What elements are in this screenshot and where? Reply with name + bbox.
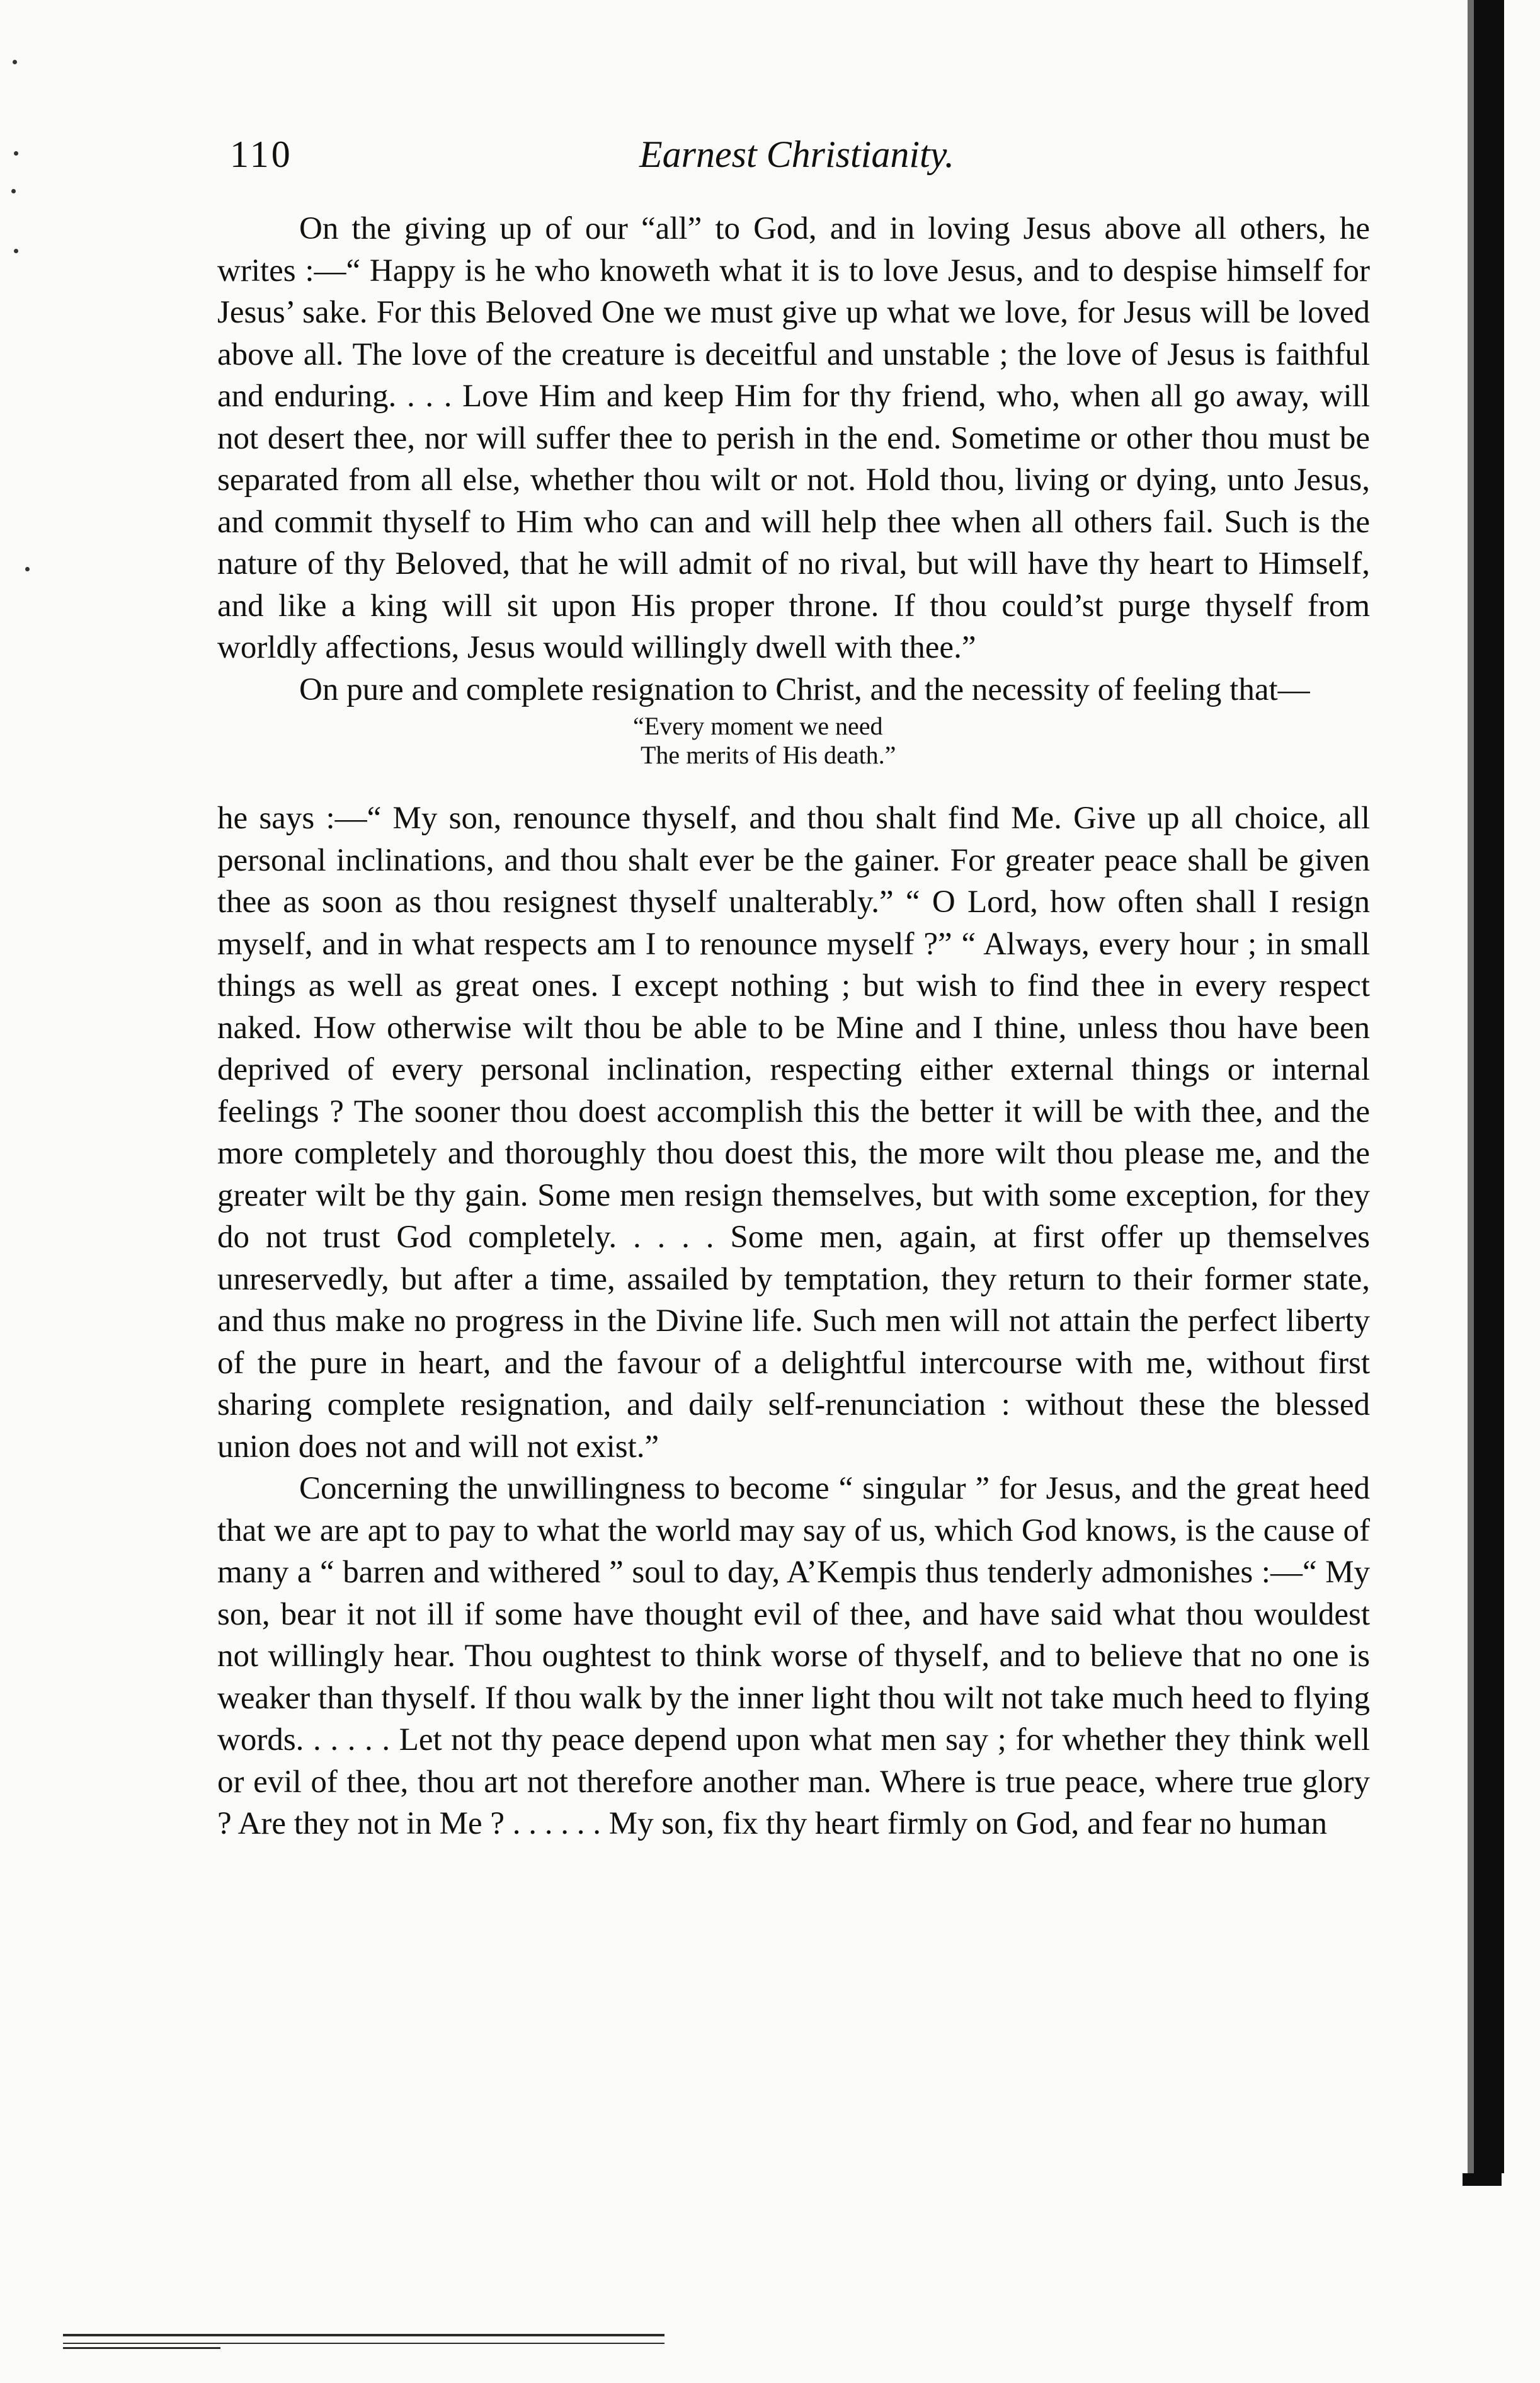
verse-line-2: The merits of His death.” — [641, 741, 896, 769]
paragraph-4: Concerning the unwillingness to become “ singular ” for Jesus, and the great heed that we are apt to pay to what the world may say of us, which God knows, is the cause of many a “ barren and withered ” soul to day, A’Kempis thus tenderly admonishes :—“ My son, bear it not ill if some have thought evil of thee, and have said what thou wouldest not willingly hear. Thou oughtest to think worse of thyself, and to believe that no one is weaker than thyself. If thou walk by the inner light thou wilt not take much heed to flying words. . . . . . Let not thy peace depend upon what men say ; for whether they think well or evil of thee, thou art not therefore another man. Where is true peace, where true glory ? Are they not in Me ? . . . . . . My son, fix thy heart firmly on God, and fear no human — [217, 1471, 1370, 1841]
margin-speck — [14, 249, 18, 253]
paragraph-2: On pure and complete resignation to Christ, and the necessity of feeling that— — [299, 671, 1310, 707]
margin-speck — [14, 151, 18, 156]
margin-speck — [13, 60, 17, 64]
binding-edge-tip — [1463, 2173, 1502, 2186]
paragraph-3: he says :—“ My son, renounce thyself, and thou shalt find Me. Give up all choice, all personal inclinations, and thou shalt ever be the gainer. For greater peace shall be given thee as soon as thou resignest thyself unalterably.” “ O Lord, how often shall I resign myself, and in what respects am I to renounce myself ?” “ Always, every hour ; in small things as well as great ones. I except nothing ; but wish to find thee in every respect naked. How otherwise wilt thou be able to be Mine and I thine, unless thou have been deprived of every personal inclination, respecting either external things or internal feelings ? The sooner thou doest accomplish this the better it will be with thee, and the more completely and thoroughly thou doest this, the more wilt thou please me, and the greater wilt be thy gain. Some men resign themselves, but with some exception, for they do not trust God completely. . . . . Some men, again, at first offer up themselves unreservedly, but after a time, assailed by temptation, they return to their former state, and thus make no progress in the Divine life. Such men will not attain the perfect liberty of the pure in heart, and the favour of a delightful intercourse with me, without first sharing complete resignation, and daily self-renunciation : without these the blessed union does not and will not exist.” — [217, 801, 1370, 1465]
margin-speck — [25, 567, 30, 571]
verse-quotation — [217, 712, 1370, 770]
bottom-scan-rule — [63, 2334, 664, 2344]
paragraph-1: On the giving up of our “all” to God, and in loving Jesus above all others, he writes :—“ Happy is he who knoweth what it is to love Jesus, and to despise himself for Jesus’ sake. For this Beloved One we must give up what we love, for Jesus will be loved above all. The love of the creature is deceitful and unstable ; the love of Jesus is faithful and enduring. . . . Love Him and keep Him for thy friend, who, when all go away, will not desert thee, nor will suffer thee to perish in the end. Sometime or other thou must be separated from all else, whether thou wilt or not. Hold thou, living or dying, unto Jesus, and commit thyself to Him who can and will help thee when all others fail. Such is the nature of thy Beloved, that he will admit of no rival, but will have thy heart to Himself, and like a king will sit upon His proper throne. If thou could’st purge thyself from worldly affections, Jesus would willingly dwell with thee.” — [217, 211, 1370, 665]
binding-edge-shadow — [1468, 0, 1504, 2173]
running-title: Earnest Christianity. — [639, 134, 955, 175]
verse-line-1: “Every moment we need — [633, 712, 883, 740]
body-text — [217, 208, 1370, 1845]
bottom-scan-rule-short — [63, 2347, 220, 2349]
page-number: 110 — [230, 134, 293, 175]
page-header — [230, 126, 1364, 183]
margin-speck — [11, 189, 16, 193]
